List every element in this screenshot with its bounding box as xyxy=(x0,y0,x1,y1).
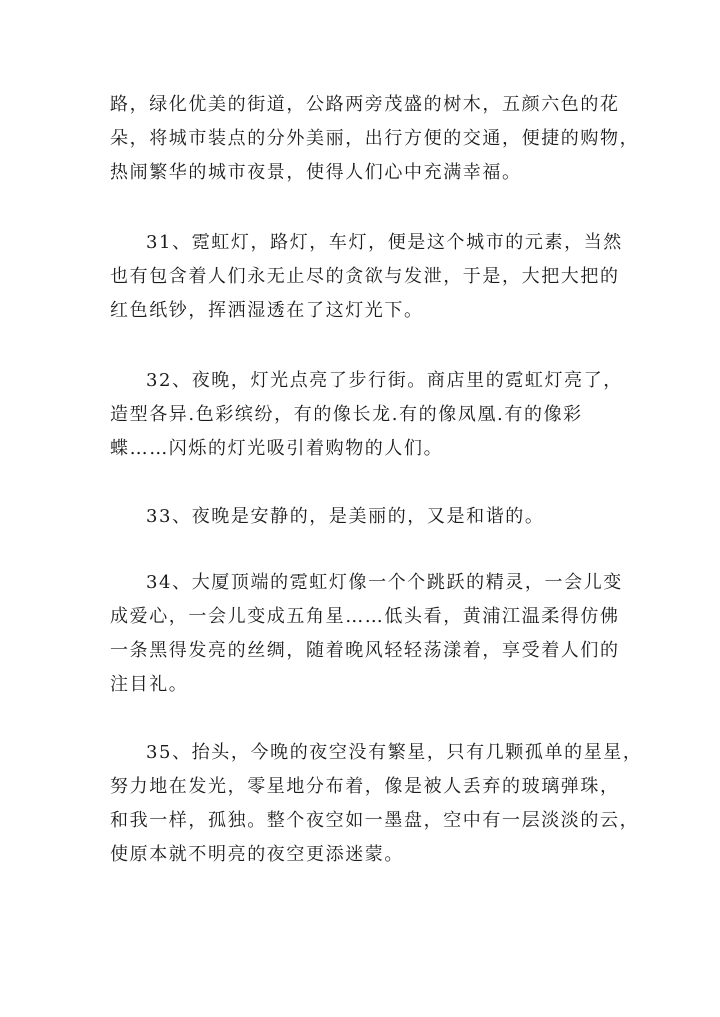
paragraph-line: 一条黑得发亮的丝绸，随着晚风轻轻荡漾着，享受着人们的 xyxy=(110,640,620,661)
paragraph-35 xyxy=(110,736,643,872)
paragraph-line: 红色纸钞，挥洒湿透在了这灯光下。 xyxy=(110,300,424,321)
paragraph-continuation xyxy=(110,88,640,190)
paragraph-31 xyxy=(110,226,623,328)
paragraph-33 xyxy=(110,500,620,534)
paragraph-line: 34、大厦顶端的霓虹灯像一个个跳跃的精灵，一会儿变 xyxy=(146,572,623,593)
paragraph-line: 努力地在发光，零星地分布着，像是被人丢弃的玻璃弹珠， xyxy=(110,776,620,797)
paragraph-line: 33、夜晚是安静的，是美丽的，又是和谐的。 xyxy=(146,506,545,527)
paragraph-line: 也有包含着人们永无止尽的贪欲与发泄，于是，大把大把的 xyxy=(110,266,620,287)
paragraph-line: 35、抬头，今晚的夜空没有繁星，只有几颗孤单的星星， xyxy=(146,742,643,763)
paragraph-line: 和我一样，孤独。整个夜空如一墨盘，空中有一层淡淡的云， xyxy=(110,810,640,831)
paragraph-line: 热闹繁华的城市夜景，使得人们心中充满幸福。 xyxy=(110,162,522,183)
paragraph-line: 朵，将城市装点的分外美丽，出行方便的交通，便捷的购物， xyxy=(110,128,640,149)
paragraph-line: 使原本就不明亮的夜空更添迷蒙。 xyxy=(110,844,404,865)
paragraph-line: 31、霓虹灯，路灯，车灯，便是这个城市的元素，当然 xyxy=(146,232,623,253)
paragraph-line: 造型各异.色彩缤纷，有的像长龙.有的像凤凰.有的像彩 xyxy=(110,404,583,425)
paragraph-line: 32、夜晚，灯光点亮了步行街。商店里的霓虹灯亮了， xyxy=(146,370,623,391)
paragraph-line: 蝶……闪烁的灯光吸引着购物的人们。 xyxy=(110,438,444,459)
paragraph-line: 路，绿化优美的街道，公路两旁茂盛的树木，五颜六色的花 xyxy=(110,94,620,115)
paragraph-34 xyxy=(110,566,623,702)
paragraph-32 xyxy=(110,364,623,466)
paragraph-line: 注目礼。 xyxy=(110,674,189,695)
paragraph-line: 成爱心，一会儿变成五角星……低头看，黄浦江温柔得仿佛 xyxy=(110,606,620,627)
